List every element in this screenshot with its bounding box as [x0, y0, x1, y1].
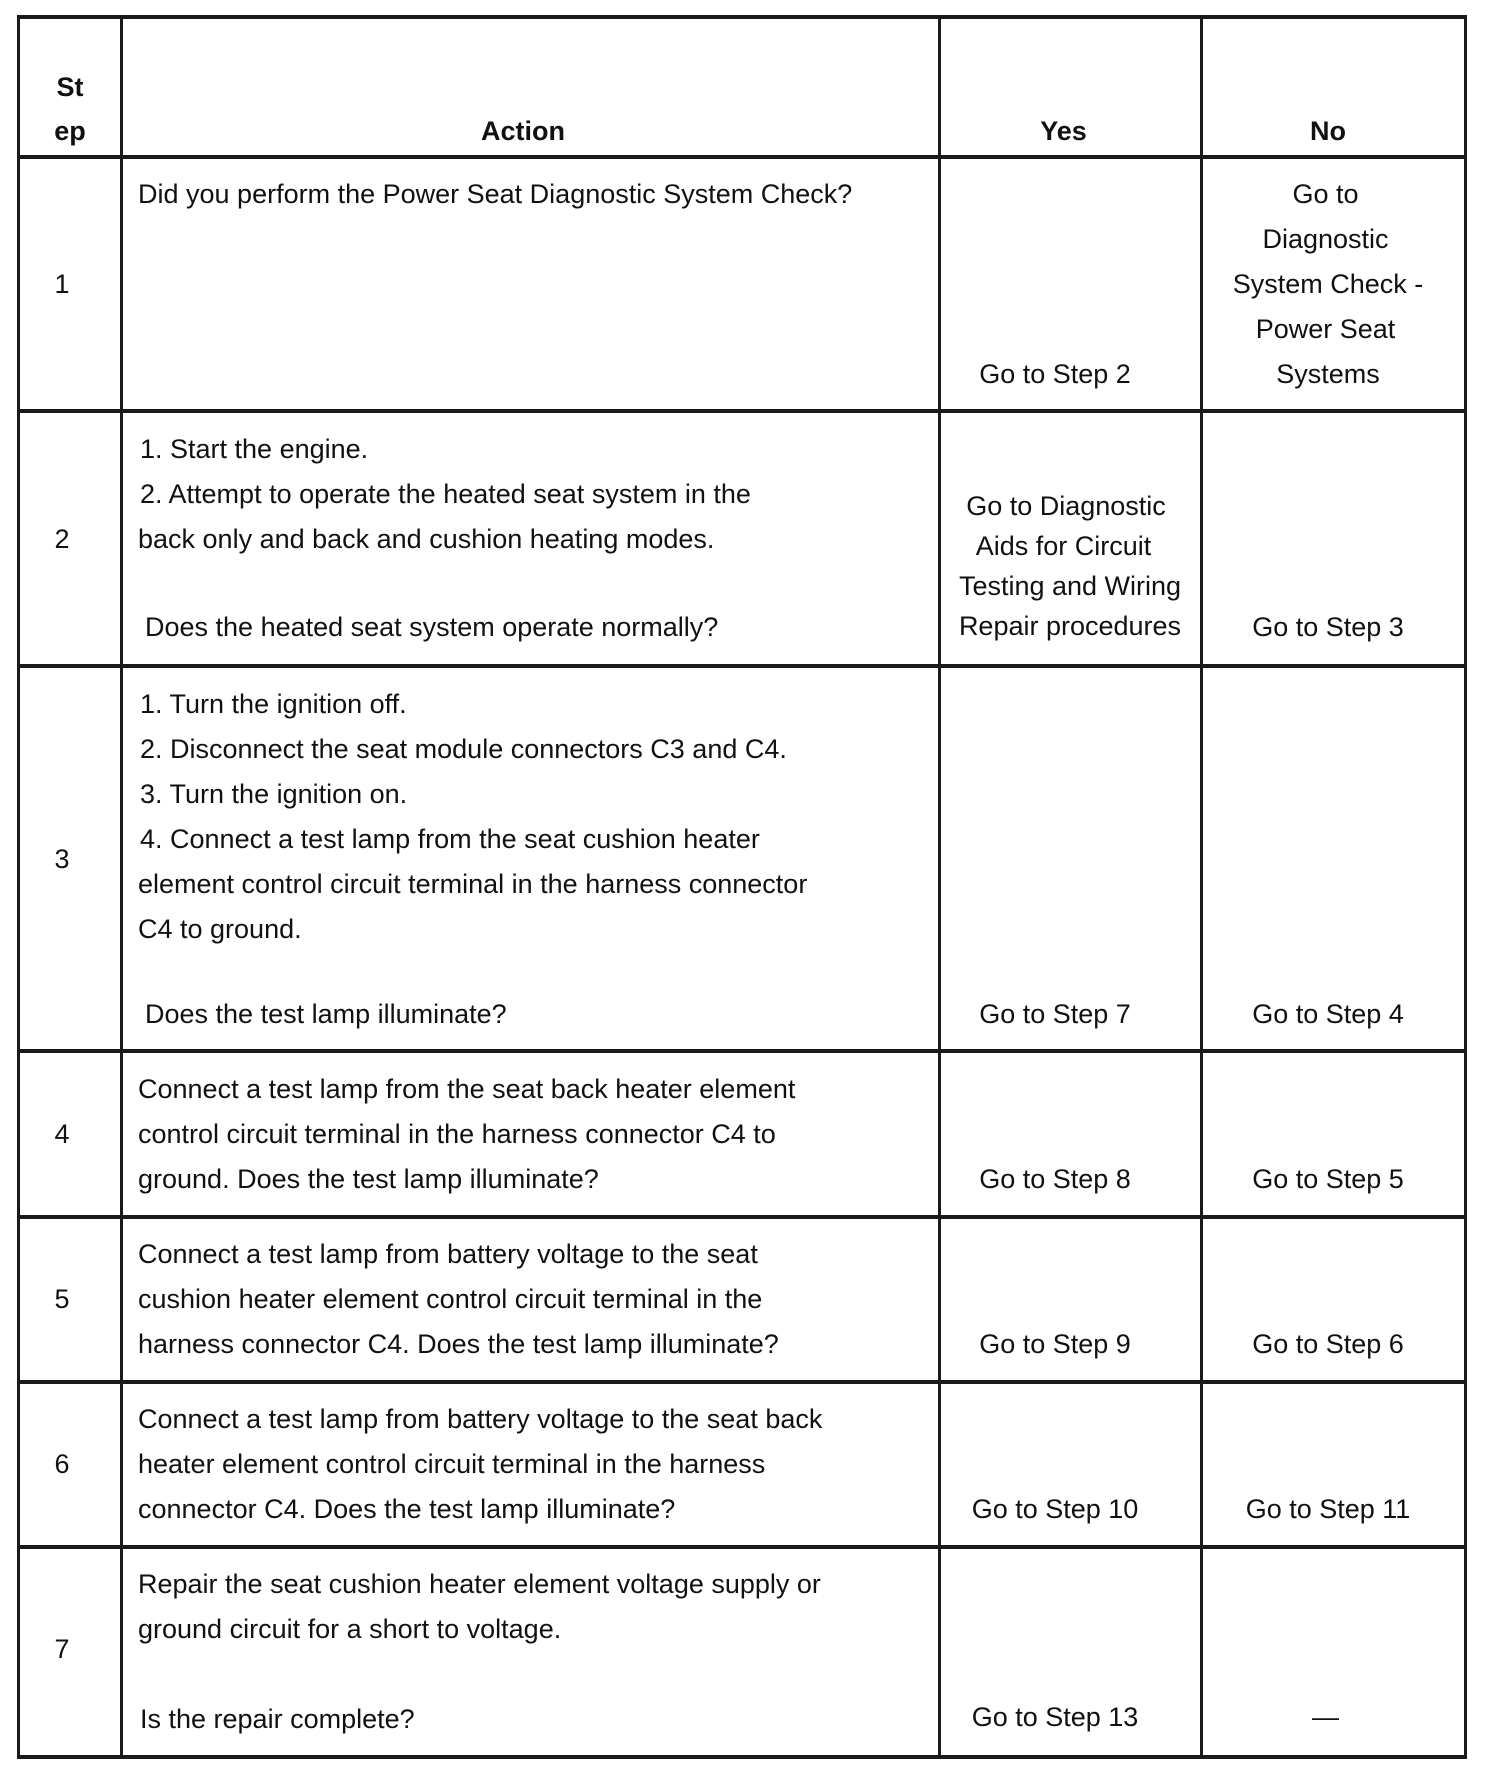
- no-result: Go to Step 3: [1252, 612, 1404, 642]
- action-text: Connect a test lamp from battery voltage to the seat: [138, 1239, 758, 1269]
- action-text: ground. Does the test lamp illuminate?: [138, 1164, 599, 1194]
- step-number: 4: [54, 1119, 70, 1149]
- yes-result: Aids for Circuit: [975, 531, 1152, 561]
- action-text: control circuit terminal in the harness connector C4 to: [138, 1119, 776, 1149]
- step-number: 2: [54, 524, 70, 554]
- yes-result: Go to Step 8: [979, 1164, 1131, 1194]
- header-step-line1: St: [56, 72, 84, 102]
- action-text: back only and back and cushion heating modes.: [138, 524, 715, 554]
- no-result: —: [1312, 1702, 1339, 1732]
- row-divider: [17, 1049, 1467, 1053]
- step-number: 6: [54, 1449, 70, 1479]
- no-result: Go to Step 6: [1252, 1329, 1404, 1359]
- row-divider: [17, 664, 1467, 668]
- step-number: 3: [54, 844, 70, 874]
- action-text: 4. Connect a test lamp from the seat cushion heater: [140, 824, 760, 854]
- yes-result: Go to Step 10: [971, 1494, 1139, 1524]
- no-result: System Check -: [1232, 269, 1424, 299]
- no-result: Go to Step 5: [1252, 1164, 1404, 1194]
- table-border-bottom: [17, 1755, 1467, 1759]
- yes-result: Go to Diagnostic: [966, 491, 1166, 521]
- action-text: 1. Turn the ignition off.: [140, 689, 407, 719]
- action-text: ground circuit for a short to voltage.: [138, 1614, 562, 1644]
- step-number: 5: [54, 1284, 70, 1314]
- action-text: cushion heater element control circuit terminal in the: [138, 1284, 763, 1314]
- action-text: harness connector C4. Does the test lamp illuminate?: [138, 1329, 779, 1359]
- header-divider: [17, 155, 1467, 159]
- yes-result: Go to Step 7: [979, 999, 1131, 1029]
- no-result: Diagnostic: [1262, 224, 1389, 254]
- no-result: Go to: [1292, 179, 1359, 209]
- table-border-right: [1464, 15, 1467, 1757]
- row-divider: [17, 409, 1467, 413]
- header-step-line2: ep: [54, 116, 86, 146]
- header-no: No: [1310, 116, 1346, 146]
- action-text: Connect a test lamp from battery voltage to the seat back: [138, 1404, 823, 1434]
- action-text: connector C4. Does the test lamp illuminate?: [138, 1494, 676, 1524]
- action-text: heater element control circuit terminal in the harness: [138, 1449, 766, 1479]
- yes-result: Go to Step 2: [979, 359, 1131, 389]
- row-divider: [17, 1215, 1467, 1219]
- action-text: 2. Attempt to operate the heated seat system in the: [140, 479, 751, 509]
- action-text: 2. Disconnect the seat module connectors C3 and C4.: [140, 734, 787, 764]
- header-action: Action: [481, 116, 565, 146]
- row-divider: [17, 1545, 1467, 1549]
- action-text: Repair the seat cushion heater element voltage supply or: [138, 1569, 821, 1599]
- action-text: C4 to ground.: [138, 914, 302, 944]
- no-result: Go to Step 11: [1245, 1494, 1411, 1524]
- action-question: Does the test lamp illuminate?: [145, 999, 507, 1029]
- no-result: Systems: [1276, 359, 1380, 389]
- action-question: Does the heated seat system operate normally?: [145, 612, 719, 642]
- row-divider: [17, 1380, 1467, 1384]
- action-text: Connect a test lamp from the seat back heater element: [138, 1074, 796, 1104]
- yes-result: Testing and Wiring: [958, 571, 1182, 601]
- table-border-top: [17, 15, 1467, 19]
- action-text: 1. Start the engine.: [140, 434, 369, 464]
- step-number: 7: [54, 1634, 70, 1664]
- column-divider: [120, 15, 123, 1757]
- step-number: 1: [54, 269, 70, 299]
- no-result: Power Seat: [1255, 314, 1396, 344]
- action-question: Is the repair complete?: [140, 1704, 415, 1734]
- no-result: Go to Step 4: [1252, 999, 1404, 1029]
- action-text: 3. Turn the ignition on.: [140, 779, 408, 809]
- action-text: Did you perform the Power Seat Diagnostic System Check?: [138, 179, 853, 209]
- yes-result: Go to Step 9: [979, 1329, 1131, 1359]
- yes-result: Go to Step 13: [971, 1702, 1139, 1732]
- yes-result: Repair procedures: [958, 611, 1182, 641]
- header-yes: Yes: [1040, 116, 1087, 146]
- action-text: element control circuit terminal in the harness connector: [138, 869, 808, 899]
